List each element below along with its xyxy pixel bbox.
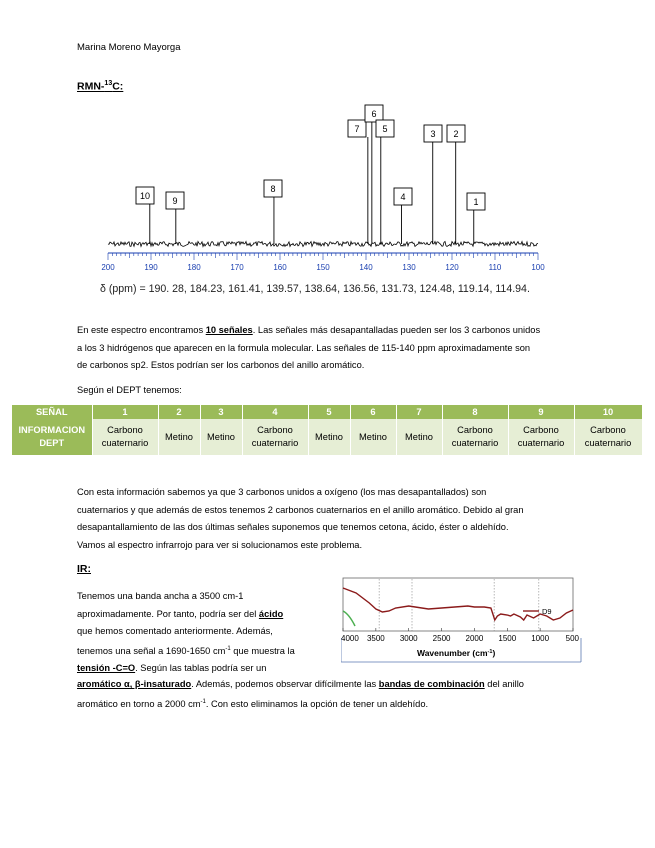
nmr-peak-label: 7 (354, 124, 360, 134)
dept-header-label: SEÑAL (12, 405, 92, 419)
nmr-tick-label: 160 (273, 263, 287, 272)
nmr-tick-label: 100 (531, 263, 545, 272)
dept-col-num: 4 (242, 405, 308, 419)
nmr-tick-label: 120 (445, 263, 459, 272)
nmr-paragraph-line-3: de carbonos sp2. Estos podrían ser los carbonos del anillo aromático. (77, 360, 365, 370)
dept-paragraph-line-1: Con esta información sabemos ya que 3 carbonos unidos a oxígeno (los mas desapantallados) son (77, 487, 487, 497)
dept-cell: Carbono cuaternario (508, 419, 574, 455)
chemical-shift-list: δ (ppm) = 190. 28, 184.23, 161.41, 139.57, 138.64, 136.56, 131.73, 124.48, 119.14, 114.94. (100, 283, 530, 295)
ir-paragraph-cont (77, 676, 637, 713)
nmr-tick-label: 170 (230, 263, 244, 272)
ir-tick-label: 500 (565, 634, 579, 643)
dept-cell: Carbono cuaternario (442, 419, 508, 455)
ir-tick-label: 1000 (531, 634, 550, 643)
ir-line-7: aromático en torno a 2000 $cm^{-1}$. Con esto eliminamos la opción de tener un aldehído. (77, 698, 429, 709)
dept-col-num: 10 (574, 405, 642, 419)
ir-legend-label: D9 (542, 607, 552, 616)
dept-col-num: 5 (308, 405, 350, 419)
nmr-paragraph-line-2: a los 3 hidrógenos que aparecen en la formula molecular. Las señales de 115-140 ppm aproximadamente son (77, 342, 531, 353)
nmr-tick-label: 180 (187, 263, 201, 272)
dept-cell: Carbono cuaternario (574, 419, 642, 455)
nmr-tick-label: 140 (359, 263, 373, 272)
dept-col-num: 2 (158, 405, 200, 419)
nmr-peak-label: 1 (473, 197, 479, 207)
dept-cell: Carbono cuaternario (92, 419, 158, 455)
ir-tick-label: 4000 (341, 634, 359, 643)
dept-col-num: 3 (200, 405, 242, 419)
dept-cell: Metino (350, 419, 396, 455)
ir-line-3: que hemos comentado anteriormente. Además, (77, 626, 273, 636)
ir-paragraph (77, 588, 332, 678)
dept-intro: Según el DEPT tenemos: (77, 385, 182, 395)
nmr-tick-label: 190 (144, 263, 158, 272)
dept-cell: Metino (308, 419, 350, 455)
dept-table (12, 405, 643, 455)
dept-col-num: 1 (92, 405, 158, 419)
nmr-heading: RMN-$^{13}$C: (77, 80, 124, 93)
dept-cell: Carbono cuaternario (242, 419, 308, 455)
ir-line-4: tenemos una señal a 1690-1650 $cm^{-1}$ que muestra la (77, 645, 295, 656)
nmr-peak-label: 10 (139, 191, 151, 201)
ir-spectrum (341, 576, 583, 664)
ir-tick-label: 2000 (465, 634, 484, 643)
dept-cell: Metino (396, 419, 442, 455)
dept-info-row (12, 419, 642, 455)
nmr-peak-label: 3 (430, 129, 436, 139)
ir-tick-label: 1500 (498, 634, 517, 643)
nmr-paragraph (77, 322, 617, 375)
dept-col-num: 7 (396, 405, 442, 419)
nmr-tick-label: 200 (101, 263, 115, 272)
nmr-tick-label: 130 (402, 263, 416, 272)
dept-row-label: INFORMACION DEPT (12, 419, 92, 455)
dept-cell: Metino (158, 419, 200, 455)
dept-paragraph-line-2: cuaternarios y que además de estos tenemos 2 carbonos cuaternarios en el anillo aromático. Debido al gran (77, 504, 524, 515)
nmr-peak-label: 5 (382, 124, 388, 134)
ir-tick-label: 3000 (399, 634, 418, 643)
nmr-spectrum (98, 100, 548, 280)
ir-line-1: Tenemos una banda ancha a 3500 cm-1 (77, 591, 244, 601)
ir-tick-label: 2500 (432, 634, 451, 643)
nmr-peak-label: 6 (371, 109, 377, 119)
nmr-peak-label: 4 (400, 192, 406, 202)
dept-paragraph-line-4: Vamos al espectro infrarrojo para ver si solucionamos este problema. (77, 539, 363, 550)
dept-cell: Metino (200, 419, 242, 455)
ir-plot-frame (343, 578, 573, 631)
ir-tick-label: 3500 (366, 634, 385, 643)
ir-heading: IR: (77, 563, 91, 575)
ir-xlabel: Wavenumber $(cm^{-1})$ (417, 648, 496, 658)
nmr-peak-label: 2 (453, 129, 459, 139)
nmr-tick-label: 150 (316, 263, 330, 272)
ir-line-2: aproximadamente. Por tanto, podría ser del ácido (77, 608, 284, 619)
nmr-peak-label: 9 (172, 196, 178, 206)
ir-line-5: tensión -C=O. Según las tablas podría ser un (77, 663, 267, 674)
dept-paragraph (77, 484, 617, 554)
dept-col-num: 9 (508, 405, 574, 419)
ir-line-6: aromático α, β-insaturado. Además, podemos observar difícilmente las bandas de combinación del anillo (77, 679, 524, 689)
author-name: Marina Moreno Mayorga (77, 42, 181, 53)
dept-col-num: 6 (350, 405, 396, 419)
nmr-peak-label: 8 (270, 184, 276, 194)
dept-header-row (12, 405, 642, 419)
dept-paragraph-line-3: desapantallamiento de las dos últimas señales suponemos que tenemos cetona, ácido, éster o aldehído. (77, 522, 509, 532)
nmr-paragraph-line-1: En este espectro encontramos 10 señales. Las señales más desapantalladas pueden ser los 3 carbonos unidos (77, 325, 541, 335)
dept-col-num: 8 (442, 405, 508, 419)
nmr-tick-label: 110 (488, 263, 502, 272)
